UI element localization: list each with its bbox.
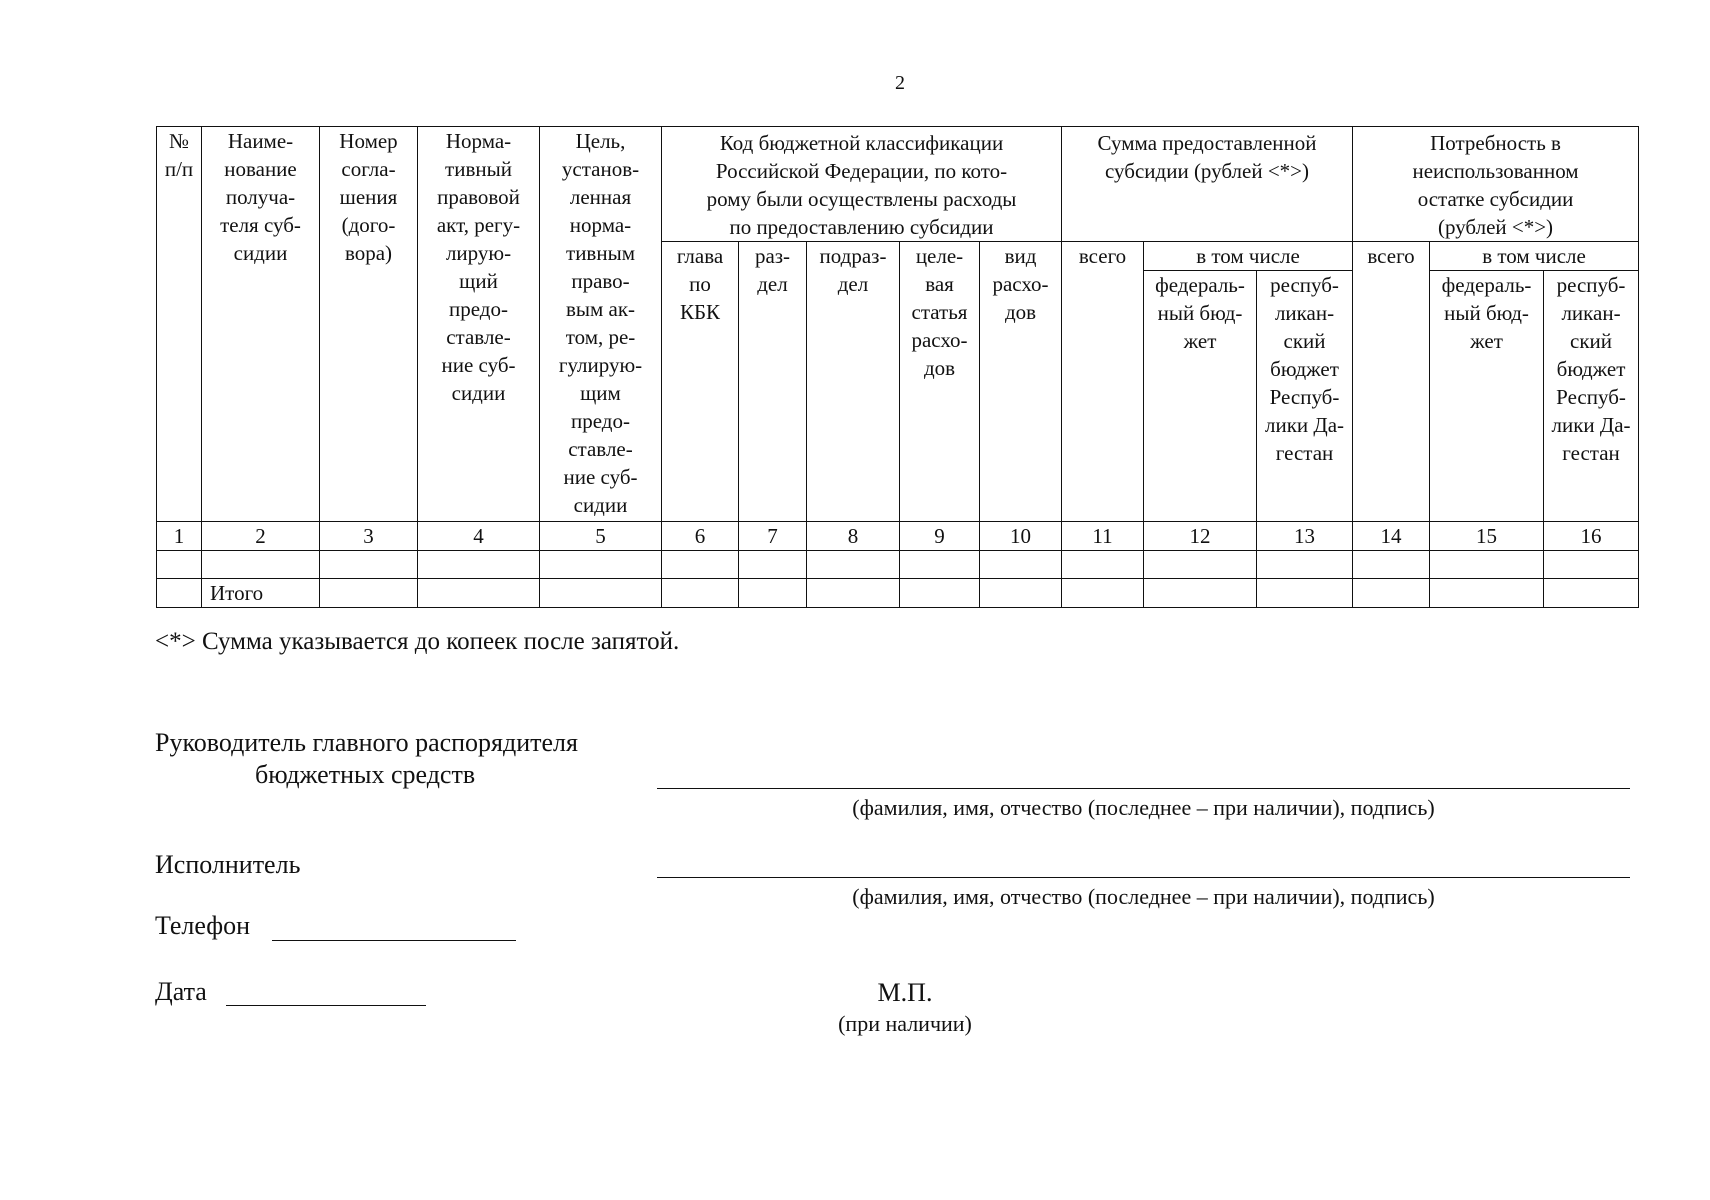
table-cell (1430, 551, 1544, 579)
header-kbk-target: целе- вая статья расхо- дов (900, 242, 980, 522)
column-number: 15 (1430, 522, 1544, 551)
column-number: 11 (1062, 522, 1144, 551)
table-cell (1430, 579, 1544, 608)
date-line (226, 1005, 426, 1006)
column-number-row (157, 522, 1639, 551)
column-number: 10 (980, 522, 1062, 551)
header-kbk-section: раз- дел (739, 242, 807, 522)
column-number: 14 (1353, 522, 1430, 551)
column-number: 9 (900, 522, 980, 551)
table-cell (1257, 579, 1353, 608)
table-cell (1257, 551, 1353, 579)
column-number: 8 (807, 522, 900, 551)
header-kbk-chapter: глава по КБК (662, 242, 739, 522)
header-need-fed: федераль- ный бюд- жет (1430, 271, 1544, 522)
header-sum-rep: респуб- ликан- ский бюджет Респуб- лики Да- гестан (1257, 271, 1353, 522)
column-number: 12 (1144, 522, 1257, 551)
table-cell (540, 551, 662, 579)
date-label: Дата (155, 977, 207, 1006)
table-cell (1544, 579, 1639, 608)
column-number: 7 (739, 522, 807, 551)
phone-line (272, 940, 516, 941)
table-cell (900, 551, 980, 579)
table-cell (320, 579, 418, 608)
head-title-line2: бюджетных средств (255, 760, 476, 789)
header-need-rep: респуб- ликан- ский бюджет Респуб- лики Да- гестан (1544, 271, 1639, 522)
executor-label: Исполнитель (155, 850, 301, 879)
total-label: Итого (202, 579, 320, 608)
header-kbk-type: вид расхо- дов (980, 242, 1062, 522)
stamp-note: (при наличии) (838, 1011, 972, 1036)
page-number: 2 (895, 72, 905, 94)
total-row (157, 579, 1639, 608)
table-cell (980, 551, 1062, 579)
table-cell (807, 551, 900, 579)
column-number: 13 (1257, 522, 1353, 551)
header-need-group: Потребность в неиспользованном остатке субсидии (рублей <*>) (1353, 127, 1639, 242)
column-number: 6 (662, 522, 739, 551)
head-signature-line (657, 788, 1630, 789)
table-cell (540, 579, 662, 608)
table-cell (202, 551, 320, 579)
table-cell (157, 551, 202, 579)
table-cell (1353, 579, 1430, 608)
header-need-incl: в том числе (1430, 242, 1639, 271)
header-sum-fed: федераль- ный бюд- жет (1144, 271, 1257, 522)
header-num: № п/п (157, 127, 202, 522)
header-legal-act: Норма- тивный правовой акт, регу- лирую- щий предо- ставле- ние суб- сидии (418, 127, 540, 522)
header-sum-group: Сумма предоставленной субсидии (рублей <*>) (1062, 127, 1353, 242)
column-number: 5 (540, 522, 662, 551)
column-number: 3 (320, 522, 418, 551)
table-cell (418, 579, 540, 608)
head-signature-caption: (фамилия, имя, отчество (последнее – при наличии), подпись) (852, 795, 1435, 820)
table-cell (900, 579, 980, 608)
header-need-total: всего (1353, 242, 1430, 522)
executor-signature-caption: (фамилия, имя, отчество (последнее – при наличии), подпись) (852, 884, 1435, 909)
header-kbk-group: Код бюджетной классификации Российской Федерации, по кото- рому были осуществлены расходы по предоставлению субсидии (662, 127, 1062, 242)
column-number: 16 (1544, 522, 1639, 551)
header-purpose: Цель, установ- ленная норма- тивным право- вым ак- том, ре- гулирую- щим предо- ставле- ние суб- сидии (540, 127, 662, 522)
table-cell (1144, 551, 1257, 579)
header-sum-total: всего (1062, 242, 1144, 522)
table-cell (1144, 579, 1257, 608)
phone-label: Телефон (155, 911, 251, 940)
column-number: 2 (202, 522, 320, 551)
header-kbk-subsection: подраз- дел (807, 242, 900, 522)
table-cell (739, 551, 807, 579)
table-cell (1062, 551, 1144, 579)
table-cell (662, 551, 739, 579)
header-recipient: Наиме- нование получа- теля суб- сидии (202, 127, 320, 522)
table-cell (1062, 579, 1144, 608)
executor-signature-line (657, 877, 1630, 878)
footnote: <*> Сумма указывается до копеек после запятой. (155, 628, 680, 655)
table-cell (320, 551, 418, 579)
stamp-label: М.П. (877, 978, 933, 1007)
subsidy-report-table (156, 126, 1639, 608)
table-cell (980, 579, 1062, 608)
header-agreement: Номер согла- шения (дого- вора) (320, 127, 418, 522)
table-cell (1544, 551, 1639, 579)
table-cell (739, 579, 807, 608)
table-row (157, 551, 1639, 579)
table-cell (1353, 551, 1430, 579)
head-title-line1: Руководитель главного распорядителя (155, 728, 578, 757)
table-cell (157, 579, 202, 608)
header-sum-incl: в том числе (1144, 242, 1353, 271)
header-row-1 (157, 127, 1639, 242)
column-number: 4 (418, 522, 540, 551)
column-number: 1 (157, 522, 202, 551)
table-cell (418, 551, 540, 579)
table-cell (662, 579, 739, 608)
table-cell (807, 579, 900, 608)
